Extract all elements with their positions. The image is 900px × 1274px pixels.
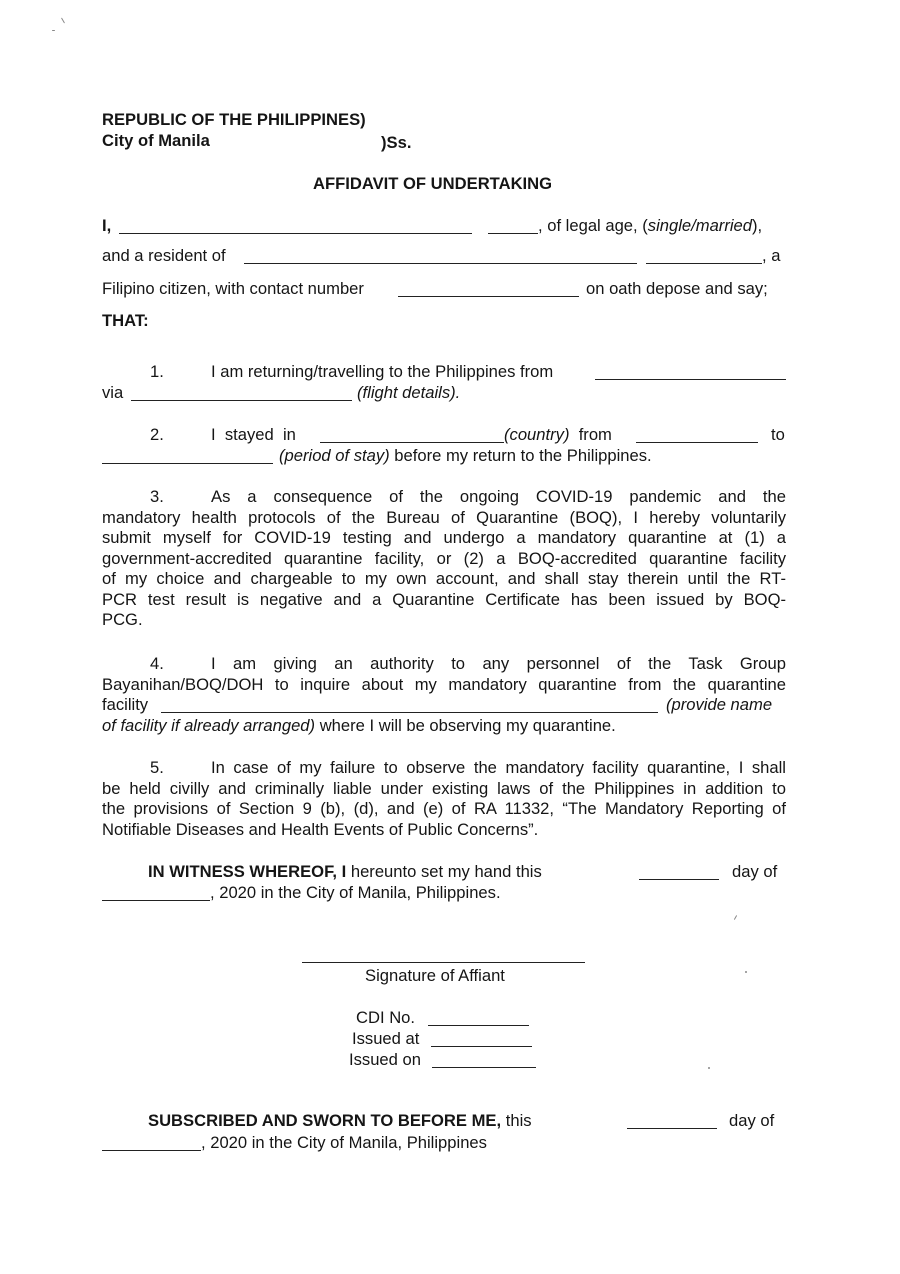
- intro-close: ),: [752, 216, 763, 235]
- blank-country: [320, 442, 504, 443]
- blank-witness-day: [639, 879, 719, 880]
- blank-issued-on: [432, 1067, 536, 1068]
- item3-line: PCR test result is negative and a Quarantine Certificate has been issued by BOQ-: [102, 589, 786, 609]
- item4-line: I am giving an authority to any personnel of the Task Group: [211, 654, 786, 673]
- item5-line: the provisions of Section 9 (b), (d), and (e) of RA 11332, “The Mandatory Reporting of: [102, 799, 786, 818]
- item2-number: 2.: [150, 425, 164, 444]
- item2-stayed: I stayed in: [211, 425, 296, 444]
- cdi-label: CDI No.: [356, 1008, 416, 1027]
- item2-country-label: (country): [504, 425, 570, 444]
- blank-residence-2: [646, 263, 762, 264]
- blank-name: [119, 233, 472, 234]
- item4-number: 4.: [150, 654, 164, 673]
- signature-line: [302, 962, 585, 963]
- intro-filipino: Filipino citizen, with contact number: [102, 279, 364, 298]
- header-ss: )Ss.: [381, 133, 412, 152]
- item1-via: via: [102, 383, 124, 402]
- blank-to-date: [102, 463, 273, 464]
- item4-facility: facility: [102, 695, 149, 714]
- item5-line: In case of my failure to observe the mandatory facility quarantine, I shall: [211, 758, 786, 777]
- item3-line: government-accredited quarantine facility, or (2) a BOQ-accredited quarantine facility: [102, 548, 786, 568]
- blank-issued-at: [431, 1046, 532, 1047]
- intro-civil-status: single/married: [647, 216, 752, 235]
- issued-on-label: Issued on: [349, 1050, 421, 1069]
- item3-line: submit myself for COVID-19 testing and undergo a mandatory quarantine at (1) a: [102, 528, 786, 547]
- item5-paragraph: [102, 758, 786, 840]
- issued-at-label: Issued at: [352, 1029, 420, 1048]
- header-republic: REPUBLIC OF THE PHILIPPINES): [102, 110, 366, 129]
- intro-legal-age: , of legal age, (: [538, 216, 648, 235]
- item4-of-facility: of facility if already arranged): [102, 716, 316, 735]
- item2-period-line: [279, 446, 652, 467]
- scan-mark: [734, 915, 737, 920]
- scan-mark: [61, 18, 65, 24]
- blank-contact-number: [398, 296, 579, 297]
- witness-day-of: day of: [732, 862, 778, 881]
- blank-origin: [595, 379, 786, 380]
- intro-a: , a: [762, 246, 781, 265]
- item3-paragraph: [102, 487, 786, 631]
- blank-age: [488, 233, 538, 234]
- intro-that: THAT:: [102, 311, 149, 330]
- witness-text: hereunto set my hand this: [350, 862, 542, 881]
- intro-oath: on oath depose and say;: [586, 279, 768, 298]
- header-city: City of Manila: [102, 131, 210, 150]
- item4-paragraph: [102, 654, 786, 695]
- item2-rest: before my return to the Philippines.: [394, 446, 652, 465]
- item3-line: PCG.: [102, 610, 143, 629]
- signature-label: Signature of Affiant: [365, 966, 505, 985]
- item2-to: to: [771, 425, 785, 444]
- item1-flight-details: (flight details).: [357, 383, 461, 402]
- document-title: AFFIDAVIT OF UNDERTAKING: [313, 174, 553, 193]
- sworn-year: , 2020 in the City of Manila, Philippines: [201, 1133, 487, 1152]
- blank-from-date: [636, 442, 758, 443]
- item3-number: 3.: [150, 487, 164, 506]
- item4-rest: where I will be observing my quarantine.: [319, 716, 616, 735]
- blank-facility: [161, 712, 658, 713]
- item2-period: (period of stay): [279, 446, 390, 465]
- intro-resident: and a resident of: [102, 246, 226, 265]
- item4-line: Bayanihan/BOQ/DOH to inquire about my mandatory quarantine from the quarantine: [102, 674, 786, 694]
- sworn-text: this: [505, 1111, 532, 1130]
- blank-flight: [131, 400, 352, 401]
- scan-mark: [52, 30, 55, 31]
- scan-mark: [708, 1067, 710, 1069]
- item1-text: I am returning/travelling to the Philippines from: [211, 362, 554, 381]
- witness-bold: IN WITNESS WHEREOF, I: [148, 862, 347, 881]
- sworn-line: [148, 1111, 532, 1132]
- item5-line: be held civilly and criminally liable under existing laws of the Philippines in addition to: [102, 778, 786, 798]
- item2-country: (country) from: [504, 425, 612, 444]
- intro-legal-age-line: [538, 216, 762, 237]
- blank-residence: [244, 263, 637, 264]
- item3-line: mandatory health protocols of the Bureau of Quarantine (BOQ), I hereby voluntarily: [102, 507, 786, 527]
- item5-number: 5.: [150, 758, 164, 777]
- witness-line: [148, 862, 542, 883]
- intro-i: I,: [102, 216, 112, 235]
- blank-sworn-day: [627, 1128, 717, 1129]
- blank-cdi: [428, 1025, 529, 1026]
- item5-line: Notifiable Diseases and Health Events of Public Concerns”.: [102, 819, 539, 839]
- blank-sworn-month: [102, 1150, 201, 1151]
- blank-witness-month: [102, 900, 210, 901]
- sworn-bold: SUBSCRIBED AND SWORN TO BEFORE ME,: [148, 1111, 502, 1130]
- sworn-day-of: day of: [729, 1111, 775, 1130]
- item4-last-line: [102, 716, 616, 737]
- witness-year: , 2020 in the City of Manila, Philippines.: [210, 883, 501, 902]
- item1-number: 1.: [150, 362, 164, 381]
- item3-line: As a consequence of the ongoing COVID-19 pandemic and the: [211, 487, 786, 506]
- item3-line: of my choice and chargeable to my own account, and shall stay therein until the RT-: [102, 569, 786, 588]
- item4-provide: (provide name: [666, 695, 773, 714]
- scan-mark: [745, 971, 747, 973]
